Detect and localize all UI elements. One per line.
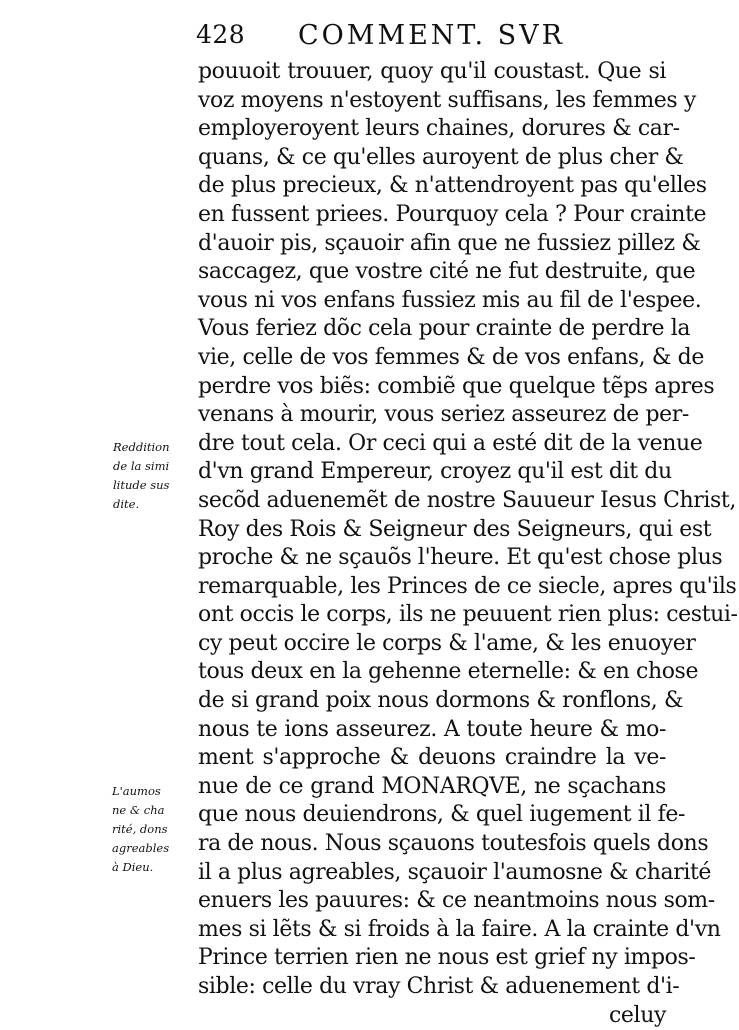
text-line: il a plus agreables, sçauoir l'aumosne & charité [198, 859, 712, 885]
margin-note-line: Reddition [113, 440, 170, 454]
text-line: cy peut occire le corps & l'ame, & les enuoyer [198, 630, 696, 656]
text-line: de plus precieux, & n'attendroyent pas qu'elles [198, 173, 707, 199]
text-line: venans à mourir, vous seriez asseurez de per- [198, 402, 689, 428]
catchword: celuy [609, 1002, 666, 1028]
text-line: pouuoit trouuer, quoy qu'il coustast. Que si [198, 59, 666, 84]
text-line: ra de nous. Nous sçauons toutesfois quels dons [198, 831, 709, 857]
text-line: remarquable, les Princes de ce siecle, apres qu'ils [198, 573, 737, 599]
text-line: ment s'approche & deuons craindre la ve- [198, 745, 666, 771]
text-line: enuers les pauures: & ce neantmoins nous som- [198, 888, 715, 914]
margin-note-line: dite. [113, 497, 140, 511]
text-line: quans, & ce qu'elles auroyent de plus cher & [198, 144, 684, 170]
text-line: que nous deuiendrons, & quel iugement il fe- [198, 802, 686, 828]
text-line: Roy des Rois & Seigneur des Seigneurs, qui est [198, 516, 712, 542]
margin-note-line: de la simi [113, 459, 170, 473]
margin-note-line: agreables [112, 841, 170, 855]
text-line: voz moyens n'estoyent suffisans, les femmes y [198, 87, 696, 113]
margin-note-line: rité, dons [112, 822, 168, 836]
margin-note [112, 782, 200, 877]
text-line: vous ni vos enfans fussiez mis au fil de l'espee. [198, 287, 702, 313]
margin-note-line: litude sus [113, 478, 170, 492]
margin-note-line: L'aumos [112, 784, 161, 798]
body-text [198, 58, 738, 1030]
text-line: mes si lẽts & si froids à la faire. A la crainte d'vn [198, 916, 721, 942]
text-line: d'vn grand Empereur, croyez qu'il est dit du [198, 459, 672, 485]
text-line: Vous feriez dõc cela pour crainte de perdre la [198, 316, 691, 342]
text-line: proche & ne sçauõs l'heure. Et qu'est chose plus [198, 545, 723, 571]
text-line: employeroyent leurs chaines, dorures & car- [198, 116, 680, 142]
text-line: dre tout cela. Or ceci qui a esté dit de la venue [198, 430, 703, 456]
text-line: tous deux en la gehenne eternelle: & en chose [198, 659, 699, 685]
text-line: ont occis le corps, ils ne peuuent rien plus: cestui- [198, 602, 738, 628]
text-line: secõd aduenemẽt de nostre Sauueur Iesus Christ, [198, 487, 736, 513]
text-line: de si grand poix nous dormons & ronflons, & [198, 688, 684, 714]
margin-note-line: à Dieu. [112, 860, 154, 874]
margin-note [113, 438, 201, 514]
running-head [196, 20, 666, 56]
text-line: nous te ions asseurez. A toute heure & mo- [198, 716, 666, 742]
text-line: vie, celle de vos femmes & de vos enfans, & de [198, 344, 704, 370]
text-line: perdre vos biẽs: combiẽ que quelque tẽps apres [198, 373, 715, 399]
text-line: d'auoir pis, sçauoir afin que ne fussiez pillez & [198, 230, 701, 256]
text-line: Prince terrien rien ne nous est grief ny impos- [198, 945, 696, 971]
page-number: 428 [196, 20, 246, 49]
text-line: saccagez, que vostre cité ne fut destruite, que [198, 259, 696, 285]
running-title: COMMENT. SVR [298, 20, 565, 51]
text-line: en fussent priees. Pourquoy cela ? Pour crainte [198, 201, 707, 227]
margin-note-line: ne & cha [112, 803, 165, 817]
text-line: nue de ce grand MONARQVE, ne sçachans [198, 773, 666, 799]
text-line: sible: celle du vray Christ & aduenement d'i- [198, 974, 680, 999]
